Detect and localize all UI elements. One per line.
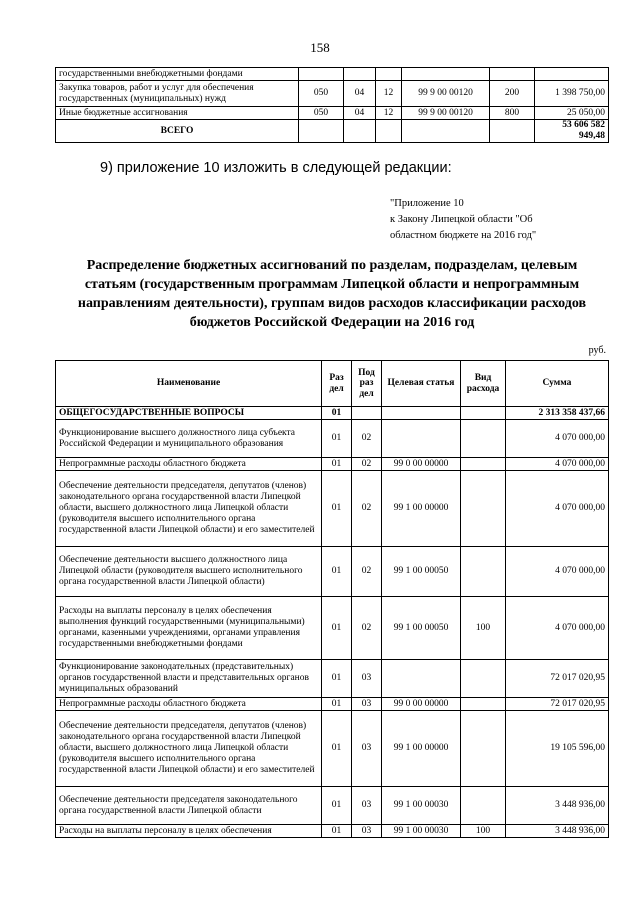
row-section: 01 <box>322 825 352 838</box>
row-sum: 25 050,00 <box>535 107 609 120</box>
appendix-line: "Приложение 10 <box>390 198 464 209</box>
row-target: 99 1 00 00050 <box>382 597 461 660</box>
row-type: 100 <box>461 825 506 838</box>
row-subsection: 02 <box>352 471 382 547</box>
table-row <box>56 458 609 471</box>
row-sum: 19 105 596,00 <box>506 711 609 787</box>
row-sum <box>535 68 609 81</box>
total-sum: 53 606 582 949,48 <box>535 120 609 143</box>
row-section: 01 <box>322 458 352 471</box>
row-ved <box>299 68 344 81</box>
row-target: 99 0 00 00000 <box>382 458 461 471</box>
row-section: 04 <box>344 81 376 107</box>
page-number: 158 <box>310 40 330 55</box>
table-row <box>56 107 609 120</box>
row-name: Расходы на выплаты персоналу в целях обеспечения выполнения функций государственными (муниципальными) органами, казенными учреждениями, органами управления государственными внебюджетными фондами <box>56 597 322 660</box>
row-ved: 050 <box>299 81 344 107</box>
row-section: 01 <box>322 547 352 597</box>
appendix-line: областном бюджете на 2016 год" <box>390 230 537 241</box>
row-name: Иные бюджетные ассигнования <box>56 107 299 120</box>
row-target: 99 1 00 00030 <box>382 787 461 825</box>
row-sum: 4 070 000,00 <box>506 597 609 660</box>
total-row <box>56 120 609 143</box>
row-target: 99 9 00 00120 <box>402 81 490 107</box>
row-sum: 1 398 750,00 <box>535 81 609 107</box>
row-subsection: 02 <box>352 547 382 597</box>
row-name: ОБЩЕГОСУДАРСТВЕННЫЕ ВОПРОСЫ <box>56 407 322 420</box>
row-ved: 050 <box>299 107 344 120</box>
row-section: 01 <box>322 660 352 698</box>
table-row <box>56 407 609 420</box>
row-subsection: 03 <box>352 711 382 787</box>
row-name: Обеспечение деятельности председателя законодательного органа государственной власти Липецкой области <box>56 787 322 825</box>
row-subsection: 12 <box>376 81 402 107</box>
row-sum: 4 070 000,00 <box>506 458 609 471</box>
row-type <box>461 547 506 597</box>
unit-label: руб. <box>588 345 606 356</box>
row-target: 99 0 00 00000 <box>382 698 461 711</box>
row-name: Обеспечение деятельности председателя, депутатов (членов) законодательного органа государственной власти Липецкой области, высшего должностного лица Липецкой области (руководителя высшего исполнительного органа государственной власти Липецкой области) и его заместителей <box>56 711 322 787</box>
table-row <box>56 68 609 81</box>
row-subsection: 03 <box>352 825 382 838</box>
table-row <box>56 825 609 838</box>
empty-cell <box>402 120 490 143</box>
row-sum: 4 070 000,00 <box>506 471 609 547</box>
table-row <box>56 471 609 547</box>
row-target <box>382 420 461 458</box>
row-target: 99 1 00 00000 <box>382 471 461 547</box>
row-subsection <box>352 407 382 420</box>
row-type <box>461 420 506 458</box>
row-subsection: 02 <box>352 458 382 471</box>
appendix-note <box>390 196 600 244</box>
table-row <box>56 81 609 107</box>
row-sum: 72 017 020,95 <box>506 698 609 711</box>
row-section: 04 <box>344 107 376 120</box>
table-row <box>56 660 609 698</box>
table-row <box>56 787 609 825</box>
row-sum: 3 448 936,00 <box>506 787 609 825</box>
row-target <box>382 407 461 420</box>
row-type: 200 <box>490 81 535 107</box>
budget-table <box>55 360 609 838</box>
row-section: 01 <box>322 471 352 547</box>
table-row <box>56 420 609 458</box>
row-sum: 72 017 020,95 <box>506 660 609 698</box>
table-row <box>56 698 609 711</box>
row-section: 01 <box>322 420 352 458</box>
row-type <box>461 787 506 825</box>
appendix-line: к Закону Липецкой области "Об <box>390 214 533 225</box>
table-row <box>56 597 609 660</box>
row-target <box>382 660 461 698</box>
row-type <box>461 711 506 787</box>
empty-cell <box>344 120 376 143</box>
header-section: Раз дел <box>322 361 352 407</box>
row-type <box>461 407 506 420</box>
row-type: 800 <box>490 107 535 120</box>
row-sum: 2 313 358 437,66 <box>506 407 609 420</box>
row-subsection: 03 <box>352 787 382 825</box>
total-label: ВСЕГО <box>56 120 299 143</box>
row-subsection: 02 <box>352 597 382 660</box>
document-title: Распределение бюджетных ассигнований по разделам, подразделам, целевым статьям (государственным программам Липецкой области и непрограммным направлениям деятельности), группам видов расходов классификации расходов бюджетов Российской Федерации на 2016 год <box>77 258 587 330</box>
row-type <box>461 698 506 711</box>
row-name: Функционирование законодательных (представительных) органов государственной власти и представительных органов муниципальных образований <box>56 660 322 698</box>
row-type <box>461 660 506 698</box>
row-target <box>402 68 490 81</box>
row-section: 01 <box>322 711 352 787</box>
row-name: Закупка товаров, работ и услуг для обеспечения государственных (муниципальных) нужд <box>56 81 299 107</box>
header-sum: Сумма <box>506 361 609 407</box>
row-target: 99 1 00 00050 <box>382 547 461 597</box>
row-subsection: 03 <box>352 698 382 711</box>
row-type <box>461 458 506 471</box>
empty-cell <box>376 120 402 143</box>
row-type <box>490 68 535 81</box>
table-row <box>56 711 609 787</box>
row-target: 99 9 00 00120 <box>402 107 490 120</box>
row-name: Расходы на выплаты персоналу в целях обеспечения <box>56 825 322 838</box>
empty-cell <box>299 120 344 143</box>
previous-table-continuation <box>55 67 609 143</box>
row-subsection <box>376 68 402 81</box>
header-expense-type: Вид расхода <box>461 361 506 407</box>
instruction-text: 9) приложение 10 изложить в следующей редакции: <box>100 160 452 176</box>
header-name: Наименование <box>56 361 322 407</box>
row-name: Непрограммные расходы областного бюджета <box>56 458 322 471</box>
row-sum: 3 448 936,00 <box>506 825 609 838</box>
row-section: 01 <box>322 698 352 711</box>
table-row <box>56 547 609 597</box>
row-sum: 4 070 000,00 <box>506 547 609 597</box>
row-section: 01 <box>322 787 352 825</box>
row-name: Обеспечение деятельности высшего должностного лица Липецкой области (руководителя высшего исполнительного органа государственной власти Липецкой области) <box>56 547 322 597</box>
header-target-article: Целевая статья <box>382 361 461 407</box>
row-subsection: 02 <box>352 420 382 458</box>
empty-cell <box>490 120 535 143</box>
row-target: 99 1 00 00030 <box>382 825 461 838</box>
row-type: 100 <box>461 597 506 660</box>
row-type <box>461 471 506 547</box>
row-section <box>344 68 376 81</box>
row-section: 01 <box>322 407 352 420</box>
row-name: Функционирование высшего должностного лица субъекта Российской Федерации и муниципального образования <box>56 420 322 458</box>
header-subsection: Под раз дел <box>352 361 382 407</box>
row-section: 01 <box>322 597 352 660</box>
row-name: Обеспечение деятельности председателя, депутатов (членов) законодательного органа государственной власти Липецкой области, высшего должностного лица Липецкой области (руководителя высшего исполнительного органа государственной власти Липецкой области) и его заместителей <box>56 471 322 547</box>
row-name: Непрограммные расходы областного бюджета <box>56 698 322 711</box>
table-header <box>56 361 609 407</box>
row-sum: 4 070 000,00 <box>506 420 609 458</box>
row-subsection: 12 <box>376 107 402 120</box>
row-name: государственными внебюджетными фондами <box>56 68 299 81</box>
row-target: 99 1 00 00000 <box>382 711 461 787</box>
row-subsection: 03 <box>352 660 382 698</box>
